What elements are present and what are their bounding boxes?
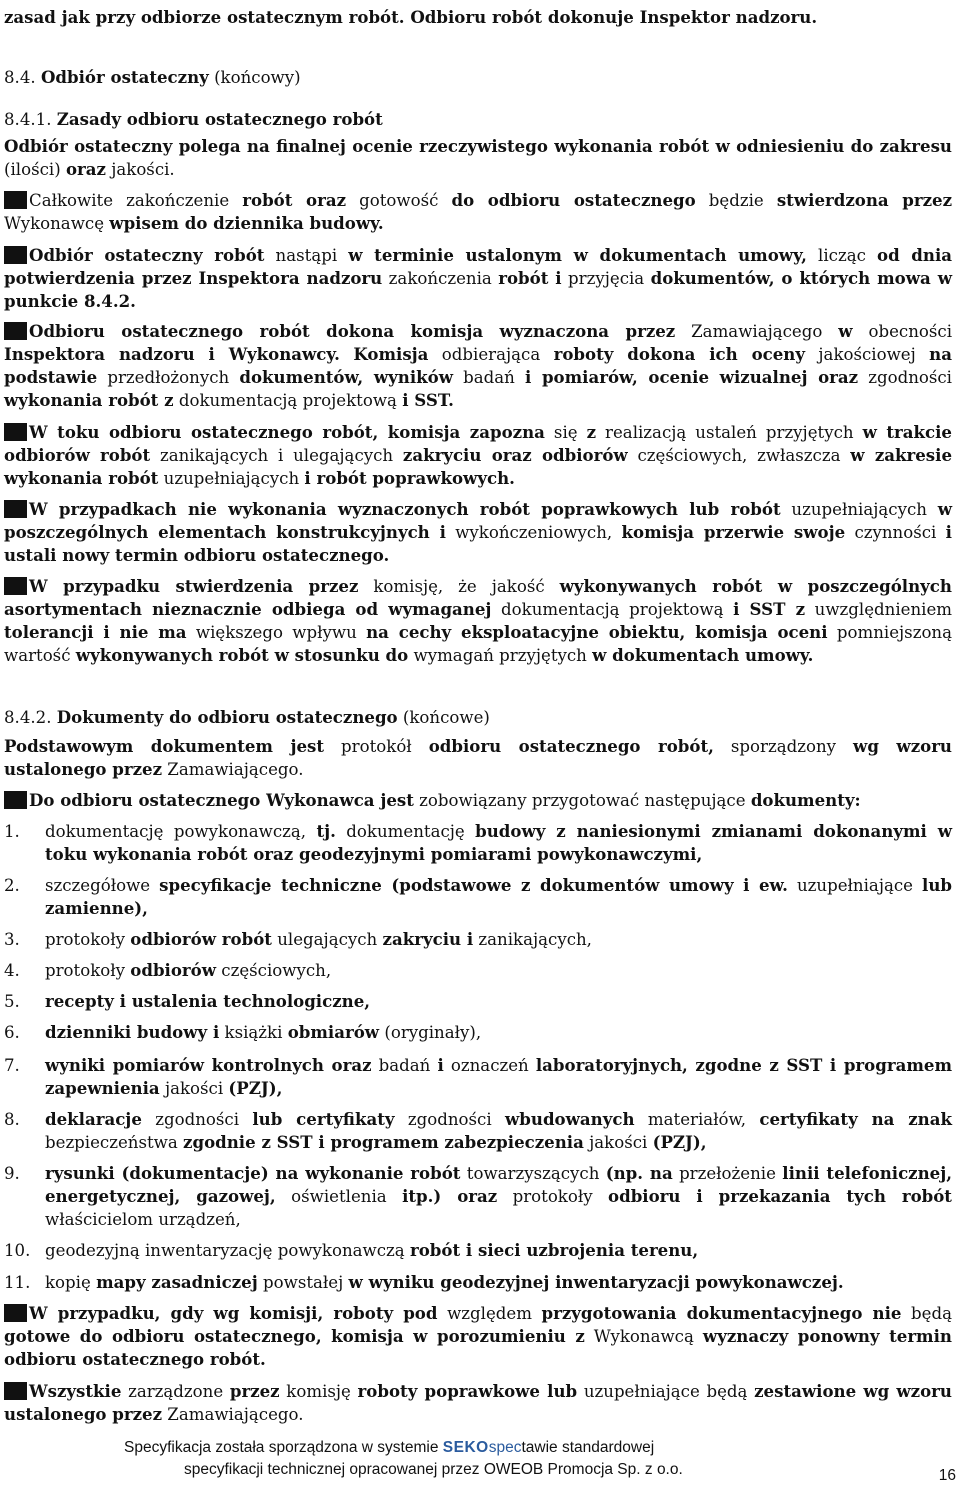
text-run: zobowiązany przygotować następujące — [413, 791, 751, 810]
list-item-number: 2. — [4, 876, 20, 895]
text-run: uzupełniające — [787, 876, 923, 895]
text-run: zgodności — [394, 1110, 505, 1129]
text-run: uwzględnieniem — [805, 600, 952, 619]
bold-text-run: linii telefonicznej, energetycznej, gazowej, — [45, 1163, 952, 1206]
bold-text-run: wyznaczy ponowny termin odbioru ostatecznego robót. — [4, 1326, 952, 1369]
text-run: jakości — [159, 1079, 229, 1098]
footer-line-1 — [124, 1439, 654, 1457]
paragraph — [4, 189, 952, 235]
bold-text-run: w — [838, 321, 853, 341]
paragraph — [4, 789, 952, 812]
bold-text-run: robót oraz — [242, 190, 347, 210]
bold-text-run: oraz — [65, 159, 106, 179]
bold-text-run: W przypadkach nie wykonania wyznaczonych robót poprawkowych lub robót — [29, 499, 781, 519]
paragraph — [4, 1302, 952, 1371]
seko-logo-text: SEKO — [442, 1439, 489, 1456]
spec-logo-text: spec — [488, 1439, 522, 1456]
text-run: (oryginały), — [379, 1023, 482, 1042]
text-run: zanikających, — [473, 930, 592, 949]
text-run: Całkowite zakończenie — [29, 191, 243, 210]
text-run: przyjęcia — [561, 269, 651, 288]
text-run: odbierająca — [428, 345, 554, 364]
paragraph — [4, 108, 952, 131]
text-run: większego wpływu — [186, 623, 367, 642]
text-run: (końcowe) — [397, 708, 490, 727]
list-item-number: 10. — [4, 1241, 31, 1260]
paragraph — [4, 66, 952, 89]
bullet-square-icon — [4, 791, 27, 809]
bold-text-run: dokumentów, wyników — [239, 367, 453, 387]
list-item-number: 4. — [4, 961, 20, 980]
bold-text-run: Zasady odbioru ostatecznego robót — [56, 109, 383, 129]
bold-text-run: wbudowanych — [505, 1109, 635, 1129]
bold-text-run: wykonania robót z — [4, 390, 174, 410]
text-run: komisję — [279, 1382, 358, 1401]
bullet-square-icon — [4, 577, 27, 595]
bold-text-run: roboty dokona ich oceny — [553, 344, 806, 364]
bold-text-run: W toku odbioru ostatecznego robót, komisja zapozna — [29, 422, 545, 442]
text-run: ulegających — [271, 930, 383, 949]
text-run: realizacją ustaleń przyjętych — [596, 423, 863, 442]
text-run: będzie — [695, 191, 777, 210]
bold-text-run: mapy zasadniczej — [96, 1272, 258, 1292]
bold-text-run: odbioru ostatecznego robót, — [428, 736, 714, 756]
page-footer — [0, 1436, 960, 1493]
bold-text-run: certyfikaty na znak — [759, 1109, 952, 1129]
paragraph — [4, 498, 952, 567]
bold-text-run: wpisem do dziennika budowy. — [109, 213, 384, 233]
text-run — [340, 345, 353, 364]
bold-text-run: Komisja — [353, 344, 429, 364]
text-run: wymagań przyjętych — [408, 646, 593, 665]
text-run: częściowych, — [216, 961, 332, 980]
bullet-square-icon — [4, 1304, 27, 1322]
text-run: przełożenie — [672, 1164, 783, 1183]
list-item — [4, 1271, 952, 1294]
text-run: (ilości) — [4, 160, 66, 179]
bold-text-run: od dnia potwierdzenia przez Inspektora nadzoru — [4, 245, 953, 288]
list-item — [4, 1162, 952, 1231]
list-item — [4, 1108, 952, 1154]
bold-text-run: deklaracje — [45, 1109, 142, 1129]
bold-text-run: Dokumenty do odbioru ostatecznego — [56, 707, 398, 727]
bold-text-run: (PZJ), — [652, 1132, 707, 1152]
text-run: badań — [371, 1056, 438, 1075]
text-run: gotowość — [346, 191, 452, 210]
paragraph — [4, 135, 952, 181]
text-run: czynności — [845, 523, 946, 542]
bold-text-run: zakryciu i — [382, 929, 474, 949]
text-run: licząc — [806, 246, 878, 265]
text-run: zanikających i ulegających — [150, 446, 403, 465]
list-item — [4, 990, 952, 1013]
text-run: zgodności — [858, 368, 952, 387]
paragraph — [4, 244, 952, 313]
text-run: powstałej — [257, 1273, 349, 1292]
bold-text-run: stwierdzona przez — [776, 190, 953, 210]
bold-text-run: rysunki (dokumentacje) na wykonanie robót — [45, 1163, 461, 1183]
paragraph — [4, 320, 952, 412]
bold-text-run: odbiorów robót — [130, 929, 272, 949]
bold-text-run: w dokumentach umowy. — [592, 645, 814, 665]
paragraph — [4, 735, 952, 781]
text-run: uzupełniające będą — [577, 1382, 755, 1401]
text-run: protokoły — [45, 930, 131, 949]
paragraph — [4, 1380, 952, 1426]
bold-text-run: dokumentów, o których mowa w punkcie 8.4.2. — [4, 268, 953, 311]
bold-text-run: do odbioru ostatecznego — [451, 190, 696, 210]
bold-text-run: na cechy eksploatacyjne obiektu, komisja oceni — [366, 622, 828, 642]
paragraph — [4, 6, 952, 29]
list-item — [4, 928, 952, 951]
bold-text-run: z — [586, 422, 597, 442]
text-run: pomniejszoną wartość — [4, 623, 953, 665]
paragraph — [4, 421, 952, 490]
bullet-square-icon — [4, 191, 27, 209]
bold-text-run: specyfikacje techniczne (podstawowe z dokumentów umowy i ew. — [159, 875, 788, 895]
text-run: 8.4.1. — [4, 110, 57, 129]
text-run: 8.4.2. — [4, 708, 57, 727]
text-run: dokumentację — [335, 822, 476, 841]
bold-text-run: W przypadku stwierdzenia przez — [29, 576, 359, 596]
text-run: obecności — [852, 322, 953, 341]
bullet-square-icon — [4, 500, 27, 518]
bold-text-run: w trakcie odbiorów robót — [4, 422, 952, 465]
bold-text-run: Do odbioru ostatecznego Wykonawca jest — [29, 790, 414, 810]
text-run: oznaczeń — [443, 1056, 536, 1075]
text-run: jakości — [583, 1133, 653, 1152]
list-item — [4, 959, 952, 982]
bold-text-run: roboty poprawkowe lub — [357, 1381, 578, 1401]
text-run: uzupełniających — [780, 500, 938, 519]
bold-text-run: w terminie ustalonym w dokumentach umowy, — [348, 245, 807, 265]
text-run: materiałów, — [634, 1110, 760, 1129]
paragraph — [4, 575, 952, 667]
text-run: jakościowej — [805, 345, 930, 364]
bold-text-run: Wszystkie — [29, 1381, 122, 1401]
text-run: Zamawiającego — [675, 322, 839, 341]
text-run: dokumentację powykonawczą, — [45, 822, 317, 841]
text-run: zarządzone — [121, 1382, 230, 1401]
list-item-number: 9. — [4, 1164, 20, 1183]
bold-text-run: wykonywanych robót w stosunku do — [75, 645, 409, 665]
bold-text-run: Podstawowym dokumentem jest — [4, 736, 325, 756]
bold-text-run: w poszczególnych elementach konstrukcyjnych i — [4, 499, 953, 542]
bold-text-run: tj. — [316, 821, 336, 841]
text-run: bezpieczeństwa — [45, 1133, 184, 1152]
bold-text-run: (PZJ), — [228, 1078, 283, 1098]
bold-text-run: obmiarów — [287, 1022, 380, 1042]
bold-text-run: tolerancji i nie ma — [4, 622, 187, 642]
bold-text-run: Odbiór ostateczny robót — [29, 245, 265, 265]
bold-text-run: i SST. — [402, 390, 454, 410]
footer-text: Specyfikacja została sporządzona w systemie — [124, 1439, 443, 1456]
text-run: jakości. — [105, 160, 175, 179]
list-item-number: 6. — [4, 1023, 20, 1042]
footer-text-end: tawie standardowej — [521, 1439, 655, 1456]
list-item — [4, 820, 952, 866]
page-number: 16 — [938, 1467, 956, 1484]
bullet-square-icon — [4, 246, 27, 264]
bold-text-run: robót i — [498, 268, 562, 288]
bullet-square-icon — [4, 423, 27, 441]
bold-text-run: i ustali nowy termin odbioru ostatecznego. — [4, 522, 952, 565]
text-run: protokoły — [45, 961, 131, 980]
text-run: zgodności — [141, 1110, 253, 1129]
text-run: 8.4. — [4, 68, 41, 87]
list-item — [4, 1054, 952, 1100]
bold-text-run: i SST z — [733, 599, 806, 619]
list-item — [4, 1239, 952, 1262]
bold-text-run: (np. na — [605, 1163, 673, 1183]
bold-text-run: wg wzoru ustalonego przez — [4, 736, 952, 779]
text-run: towarzyszących — [460, 1164, 606, 1183]
text-run: dokumentacją projektową — [173, 391, 403, 410]
bold-text-run: przez — [229, 1381, 280, 1401]
text-run: zakończenia — [382, 269, 499, 288]
bold-text-run: Inspektora nadzoru i Wykonawcy. — [4, 344, 340, 364]
bold-text-run: W przypadku, gdy wg komisji, roboty pod — [29, 1303, 438, 1323]
bold-text-run: Odbiór ostateczny — [40, 67, 209, 87]
bold-text-run: itp.) oraz — [402, 1186, 498, 1206]
text-run: nastąpi — [264, 246, 349, 265]
footer-line-2: specyfikacji technicznej opracowanej przez OWEOB Promocja Sp. z o.o. — [184, 1461, 683, 1478]
bold-text-run: odbioru i przekazania tych robót — [608, 1186, 952, 1206]
text-run: protokoły — [497, 1187, 609, 1206]
bold-text-run: recepty i ustalenia technologiczne, — [45, 991, 371, 1011]
bold-text-run: zakryciu oraz odbiorów — [402, 445, 628, 465]
text-run: protokół — [324, 737, 429, 756]
bold-text-run: i robót poprawkowych. — [304, 468, 515, 488]
list-item-number: 3. — [4, 930, 20, 949]
bold-text-run: budowy z naniesionymi zmianami dokonanymi w toku wykonania robót oraz geodezyjnymi pomiarami powykonawczymi, — [45, 821, 952, 864]
bold-text-run: wykonywanych robót w poszczególnych asortymentach nieznacznie odbiega od wymaganej — [4, 576, 952, 619]
list-item-number: 8. — [4, 1110, 20, 1129]
text-run: szczegółowe — [45, 876, 160, 895]
bold-text-run: wyniki pomiarów kontrolnych oraz — [45, 1055, 372, 1075]
text-run: się — [544, 423, 587, 442]
bullet-square-icon — [4, 1382, 27, 1400]
bold-text-run: zgodnie z SST i programem zabezpieczenia — [183, 1132, 584, 1152]
text-run: geodezyjną inwentaryzację powykonawczą — [45, 1241, 410, 1260]
text-run: uzupełniających — [158, 469, 305, 488]
text-run: książki — [219, 1023, 288, 1042]
bold-text-run: Odbioru ostatecznego robót dokona komisja wyznaczona przez — [29, 321, 676, 341]
bold-text-run: gotowe do odbioru ostatecznego, komisja w porozumieniu z — [4, 1326, 585, 1346]
bold-text-run: Odbiór ostateczny polega na finalnej ocenie rzeczywistego wykonania robót w odniesieniu do zakresu — [4, 136, 952, 156]
list-item-number: 11. — [4, 1273, 31, 1292]
text-run: wykończeniowych, — [445, 523, 622, 542]
bold-text-run: laboratoryjnych, zgodne z SST i programem zapewnienia — [45, 1055, 953, 1098]
text-run: (końcowy) — [208, 68, 301, 87]
bold-text-run: w wyniku geodezyjnej inwentaryzacji powykonawczej. — [348, 1272, 844, 1292]
text-run: kopię — [45, 1273, 97, 1292]
list-item — [4, 874, 952, 920]
list-item-number: 1. — [4, 822, 20, 841]
bold-text-run: lub certyfikaty — [252, 1109, 395, 1129]
text-run: właścicielom urządzeń, — [45, 1210, 241, 1229]
bold-text-run: zasad jak przy odbiorze ostatecznym robót. Odbioru robót dokonuje Inspektor nadzoru. — [4, 7, 818, 27]
list-item-number: 5. — [4, 992, 20, 1011]
bold-text-run: dokumenty: — [750, 790, 861, 810]
text-run: Zamawiającego. — [162, 1405, 304, 1424]
text-run: Zamawiającego. — [162, 760, 304, 779]
text-run: komisję, że jakość — [358, 577, 560, 596]
bold-text-run: w zakresie wykonania robót — [4, 445, 953, 488]
bold-text-run: przygotowania dokumentacyjnego nie — [541, 1303, 902, 1323]
bold-text-run: zestawione wg wzoru ustalonego przez — [4, 1381, 952, 1424]
paragraph — [4, 706, 952, 729]
bold-text-run: i pomiarów, ocenie wizualnej oraz — [525, 367, 859, 387]
bold-text-run: dzienniki budowy i — [45, 1022, 220, 1042]
text-run: przedłożonych — [97, 368, 240, 387]
text-run: względem — [437, 1304, 542, 1323]
text-run: dokumentacją projektową — [491, 600, 734, 619]
list-item — [4, 1021, 952, 1044]
bold-text-run: na podstawie — [4, 344, 952, 387]
text-run: częściowych, zwłaszcza — [627, 446, 851, 465]
text-run: Wykonawcą — [584, 1327, 703, 1346]
bold-text-run: i — [437, 1055, 444, 1075]
list-item-number: 7. — [4, 1056, 20, 1075]
bullet-square-icon — [4, 322, 27, 340]
text-run: badań — [453, 368, 525, 387]
text-run: oświetlenia — [275, 1187, 403, 1206]
bold-text-run: odbiorów — [130, 960, 217, 980]
bold-text-run: komisja przerwie swoje — [621, 522, 846, 542]
bold-text-run: robót i sieci uzbrojenia terenu, — [409, 1240, 699, 1260]
text-run: sporządzony — [713, 737, 854, 756]
bold-text-run: lub zamienne), — [45, 875, 953, 918]
text-run: Wykonawcę — [4, 214, 110, 233]
text-run: będą — [901, 1304, 952, 1323]
